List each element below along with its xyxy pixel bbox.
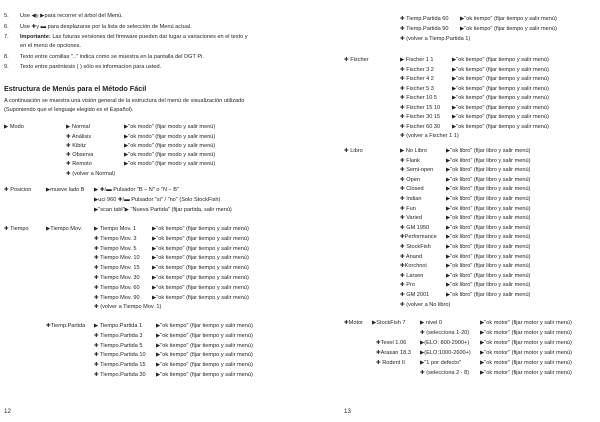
menu-item: ✚ (volver a Fischer 1 1)	[400, 133, 459, 139]
menu-item: ✚Performance	[400, 234, 437, 241]
engine-name: ✚ Rodent II	[376, 360, 405, 366]
menu-item: ▶(ELO:1000-2600+)	[420, 350, 471, 356]
note-text: Texto entre comillas ".." indica como se muestra en la pantalla del DGT Pi.	[20, 54, 204, 60]
menu-item: ✚ Fischer 60 30	[400, 123, 441, 130]
menu-label-partida: ✚Tiemp.Partida	[46, 323, 86, 329]
menu-item: ✚ Tiempo Mov. 5	[94, 245, 137, 252]
menu-label-motor: ✚Motor	[344, 320, 363, 326]
menu-item-desc: ▶"ok tiempo" (fijar tiempo y salir menú)	[452, 66, 549, 73]
menu-item: ✚ Fun	[400, 205, 416, 212]
note-number: 7.	[4, 34, 9, 40]
menu-item-desc: ▶"ok libro" (fijar libro y salir menú)	[446, 176, 531, 183]
menu-item: ✚ Tiempo.Partida 15	[94, 362, 146, 369]
menu-item: ✚ Fischer 4 2	[400, 76, 434, 82]
menu-item: ✚ (selecciona 1-20)	[420, 330, 470, 336]
menu-item-desc: ▶"ok libro" (fijar libro y salir menú)	[446, 263, 531, 270]
menu-item: ✚ Remoto	[66, 161, 92, 167]
menu-item: ✚ Tiempo Mov. 15	[94, 265, 140, 272]
menu-item: ✚ GM 1950	[400, 224, 430, 231]
menu-item: ✚ Fischer 15 10	[400, 104, 441, 111]
menu-item-desc: ▶"ok tiempo" (fijar tiempo y salir menú)	[452, 114, 549, 120]
menu-item-desc: ▶"ok tiempo" (fijar tiempo y salir menú)	[452, 95, 549, 101]
section-heading: Estructura de Menús para el Método Fácil	[4, 84, 147, 93]
menu-item: ✚ Tiempo Mov. 30	[94, 275, 140, 281]
note-number: 5.	[4, 13, 9, 19]
menu-item-desc: ▶"ok tiempo" (fijar tiempo y salir menú)	[156, 352, 253, 359]
menu-item-desc: ▶"ok libro" (fijar libro y salir menú)	[446, 148, 531, 154]
menu-item: ✚ Observa	[66, 152, 94, 158]
menu-item: ✚ (volver a Tiemp.Partida 1)	[400, 36, 471, 42]
menu-item: ▶"1 por defecto"	[420, 360, 461, 366]
menu-item-desc: ▶"ok modo" (fijar modo y salir menú)	[124, 134, 216, 140]
menu-item-desc: ▶"ok tiempo" (fijar tiempo y salir menú)	[460, 16, 557, 22]
menu-item: ✚ GM 2001	[400, 292, 430, 298]
menu-item-desc: ▶"ok tiempo" (fijar tiempo y salir menú)	[452, 76, 549, 82]
menu-item: ✚ Closed	[400, 186, 424, 193]
menu-item-desc: ▶"ok libro" (fijar libro y salir menú)	[446, 224, 531, 231]
menu-item-desc: ▶"ok tiempo" (fijar tiempo y salir menú)	[156, 372, 253, 378]
menu-item: ✚ (volver a Normal)	[66, 171, 116, 177]
menu-item: ▶ nivel 0	[420, 320, 443, 326]
menu-item-desc: ▶"ok tiempo" (fijar tiempo y salir menú)	[156, 362, 253, 369]
menu-item-desc: ▶"ok tiempo" (fijar tiempo y salir menú)	[452, 85, 549, 92]
menu-item: ✚ Pro	[400, 282, 415, 289]
menu-item: ✚ (selecciona 2 - 8)	[420, 370, 470, 376]
menu-item-desc: ▶"ok tiempo" (fijar tiempo y salir menú)	[152, 235, 249, 242]
menu-item: ✚ StockFish	[400, 244, 431, 250]
menu-item-desc: ▶"ok tiempo" (fijar tiempo y salir menú)	[156, 342, 253, 349]
menu-item: ✚ Larsen	[400, 272, 424, 279]
page-number: 12	[4, 408, 11, 415]
menu-item: ▶ No Libro	[400, 148, 427, 154]
menu-item: ✚ Tiemp.Partida 60	[400, 16, 449, 22]
menu-item: ✚ Tiempo.Partida 3	[94, 332, 143, 339]
menu-item-desc: ▶"ok tiempo" (fijar tiempo y salir menú)	[452, 104, 549, 111]
menu-item-desc: ▶"ok libro" (fijar libro y salir menú)	[446, 272, 531, 279]
menu-item: ✚ Tiempo.Partida 10	[94, 352, 146, 359]
menu-item: ✚ Kibitz	[66, 143, 86, 149]
menu-item-desc: ▶"ok libro" (fijar libro y salir menú)	[446, 205, 531, 212]
menu-item-desc: ▶"ok modo" (fijar modo y salir menú)	[124, 124, 216, 130]
intro-text: A continuación se muestra una visión general de la estructura del menú de visualización utilizado	[4, 98, 245, 104]
menu-item-desc: ▶"ok tiempo" (fijar tiempo y salir menú)	[152, 275, 249, 281]
intro-text: (Suponiendo que el lenguaje elegido es el Español).	[4, 107, 134, 113]
menu-item: ✚ Tiempo Mov. 60	[94, 284, 140, 291]
menu-item-desc: ▶"ok motor" (fijar motor y salir menú)	[480, 330, 572, 336]
menu-item: ✚ Tiemp.Partida 90	[400, 26, 449, 32]
engine-name: ✚Texel 1.06	[376, 340, 407, 346]
menu-item: ✚ Indian	[400, 196, 422, 202]
menu-item: ▶ Normal	[66, 124, 90, 130]
menu-item-desc: ▶"ok motor" (fijar motor y salir menú)	[480, 360, 572, 366]
menu-item: ▶ Tiempo Mov. 1	[94, 226, 137, 232]
menu-item: ▶ Tiempo.Partida 1	[94, 323, 143, 329]
note-text: Use ✚y ▬ para desplazarse por la lista de selección de Menú actual.	[20, 24, 192, 30]
menu-label-posicion: ✚ Posicion	[4, 187, 32, 193]
note-text: Texto entre paréntesis ( ) sólo es informacion para usted.	[20, 64, 162, 70]
menu-item-desc: ▶"ok libro" (fijar libro y salir menú)	[446, 282, 531, 289]
menu-item-desc: ▶"ok modo" (fijar modo y salir menú)	[124, 152, 216, 158]
posicion-line: ▶uci 960 ✚/▬ Pulsador "si" / "no" (Solo StockFish)	[94, 197, 221, 203]
menu-item: ✚ Análisis	[66, 134, 92, 140]
menu-item-desc: ▶"ok tiempo" (fijar tiempo y salir menú)	[152, 255, 249, 262]
menu-item: ✚ Tiempo Mov. 90	[94, 294, 140, 301]
menu-item: ✚ Fischer 3 2	[400, 66, 434, 73]
menu-item: ✚ Semi-open	[400, 167, 434, 174]
submenu-label: ▶mueve lado B	[46, 187, 85, 193]
menu-item-desc: ▶"ok tiempo" (fijar tiempo y salir menú)	[452, 123, 549, 130]
menu-item-desc: ▶"ok tiempo" (fijar tiempo y salir menú)	[156, 332, 253, 339]
menu-item-desc: ▶"ok libro" (fijar libro y salir menú)	[446, 167, 531, 174]
menu-item: ✚ (volver a No libro)	[400, 301, 451, 308]
menu-item: ✚ Fischer 5 3	[400, 85, 434, 92]
submenu-label: ▶Tiempo Mov.	[46, 226, 83, 232]
menu-item-desc: ▶"ok libro" (fijar libro y salir menú)	[446, 292, 531, 298]
menu-item-desc: ▶"ok libro" (fijar libro y salir menú)	[446, 196, 531, 202]
menu-item-desc: ▶"ok tiempo" (fijar tiempo y salir menú)	[152, 284, 249, 291]
menu-item-desc: ▶"ok tiempo" (fijar tiempo y salir menú)	[152, 265, 249, 272]
note-number: 8.	[4, 54, 9, 60]
menu-item: ✚ Tiempo Mov. 10	[94, 255, 140, 262]
submenu-label: ▶StockFish 7	[372, 320, 406, 326]
menu-item-desc: ▶"ok tiempo" (fijar tiempo y salir menú)	[152, 245, 249, 252]
menu-item-desc: ▶"ok libro" (fijar libro y salir menú)	[446, 186, 531, 193]
menu-item: ✚Korchnoi	[400, 263, 427, 270]
note-text: en el menú de opciones.	[20, 43, 81, 49]
right-page	[300, 0, 600, 422]
page-number: 13	[344, 408, 351, 415]
note-text: Importante: Las futuras versiones del firmware pueden dar lugar a variaciones en el texto y	[20, 34, 248, 40]
menu-item-desc: ▶"ok modo" (fijar modo y salir menú)	[124, 143, 216, 149]
menu-item-desc: ▶"ok motor" (fijar motor y salir menú)	[480, 340, 572, 346]
menu-item-desc: ▶"ok motor" (fijar motor y salir menú)	[480, 350, 572, 356]
menu-item: ✚ Fischer 10 5	[400, 95, 438, 101]
menu-item-desc: ▶"ok motor" (fijar motor y salir menú)	[480, 370, 572, 376]
menu-item: ✚ Tiempo.Partida 30	[94, 372, 146, 378]
menu-item: ▶(ELO: 800-2900+)	[420, 340, 470, 346]
menu-item: ✚ (volver a Tiempo Mov. 1)	[94, 304, 162, 311]
menu-label-tiempo: ✚ Tiempo	[4, 226, 29, 232]
posicion-line: ▶"scan tabl"▶ "Nueva Partida" (fijar partida, salir menú)	[94, 207, 232, 213]
note-number: 6.	[4, 24, 9, 30]
menu-label-libro: ✚ Libro	[344, 148, 363, 154]
menu-item: ✚ Fischer 30 15	[400, 114, 441, 120]
menu-label-fischer: ✚ Fischer	[344, 57, 369, 63]
menu-item-desc: ▶"ok libro" (fijar libro y salir menú)	[446, 157, 531, 164]
menu-item-desc: ▶"ok motor" (fijar motor y salir menú)	[480, 320, 572, 326]
menu-item-desc: ▶"ok libro" (fijar libro y salir menú)	[446, 215, 531, 222]
menu-item: ✚ Varied	[400, 215, 422, 222]
menu-item: ✚ Open	[400, 176, 420, 183]
menu-item-desc: ▶"ok tiempo" (fijar tiempo y salir menú)	[452, 57, 549, 63]
menu-item: ✚ Tiempo Mov. 3	[94, 235, 137, 242]
menu-item: ▶ Fischer 1 1	[400, 57, 434, 63]
posicion-line: ▶ ✚/▬ Pulsador "B – N" o "N – B"	[94, 187, 180, 193]
menu-item: ✚ Flank	[400, 157, 420, 164]
engine-name: ✚Arasan 18.3	[376, 350, 411, 356]
menu-item-desc: ▶"ok tiempo" (fijar tiempo y salir menú)	[152, 226, 249, 232]
menu-item-desc: ▶"ok tiempo" (fijar tiempo y salir menú)	[156, 323, 253, 329]
menu-item-desc: ▶"ok libro" (fijar libro y salir menú)	[446, 253, 531, 260]
menu-label-modo: ▶ Modo	[4, 124, 24, 130]
menu-item-desc: ▶"ok libro" (fijar libro y salir menú)	[446, 234, 531, 241]
menu-item-desc: ▶"ok libro" (fijar libro y salir menú)	[446, 244, 531, 250]
menu-item: ✚ Anand	[400, 253, 423, 260]
menu-item-desc: ▶"ok tiempo" (fijar tiempo y salir menú)	[460, 26, 557, 32]
menu-item-desc: ▶"ok tiempo" (fijar tiempo y salir menú)	[152, 294, 249, 301]
note-number: 9.	[4, 64, 9, 70]
menu-item-desc: ▶"ok modo" (fijar modo y salir menú)	[124, 161, 216, 167]
menu-item: ✚ Tiempo.Partida 5	[94, 342, 143, 349]
note-text: Use ◀y ▶para recorrer el árbol del Menú.	[20, 13, 123, 19]
